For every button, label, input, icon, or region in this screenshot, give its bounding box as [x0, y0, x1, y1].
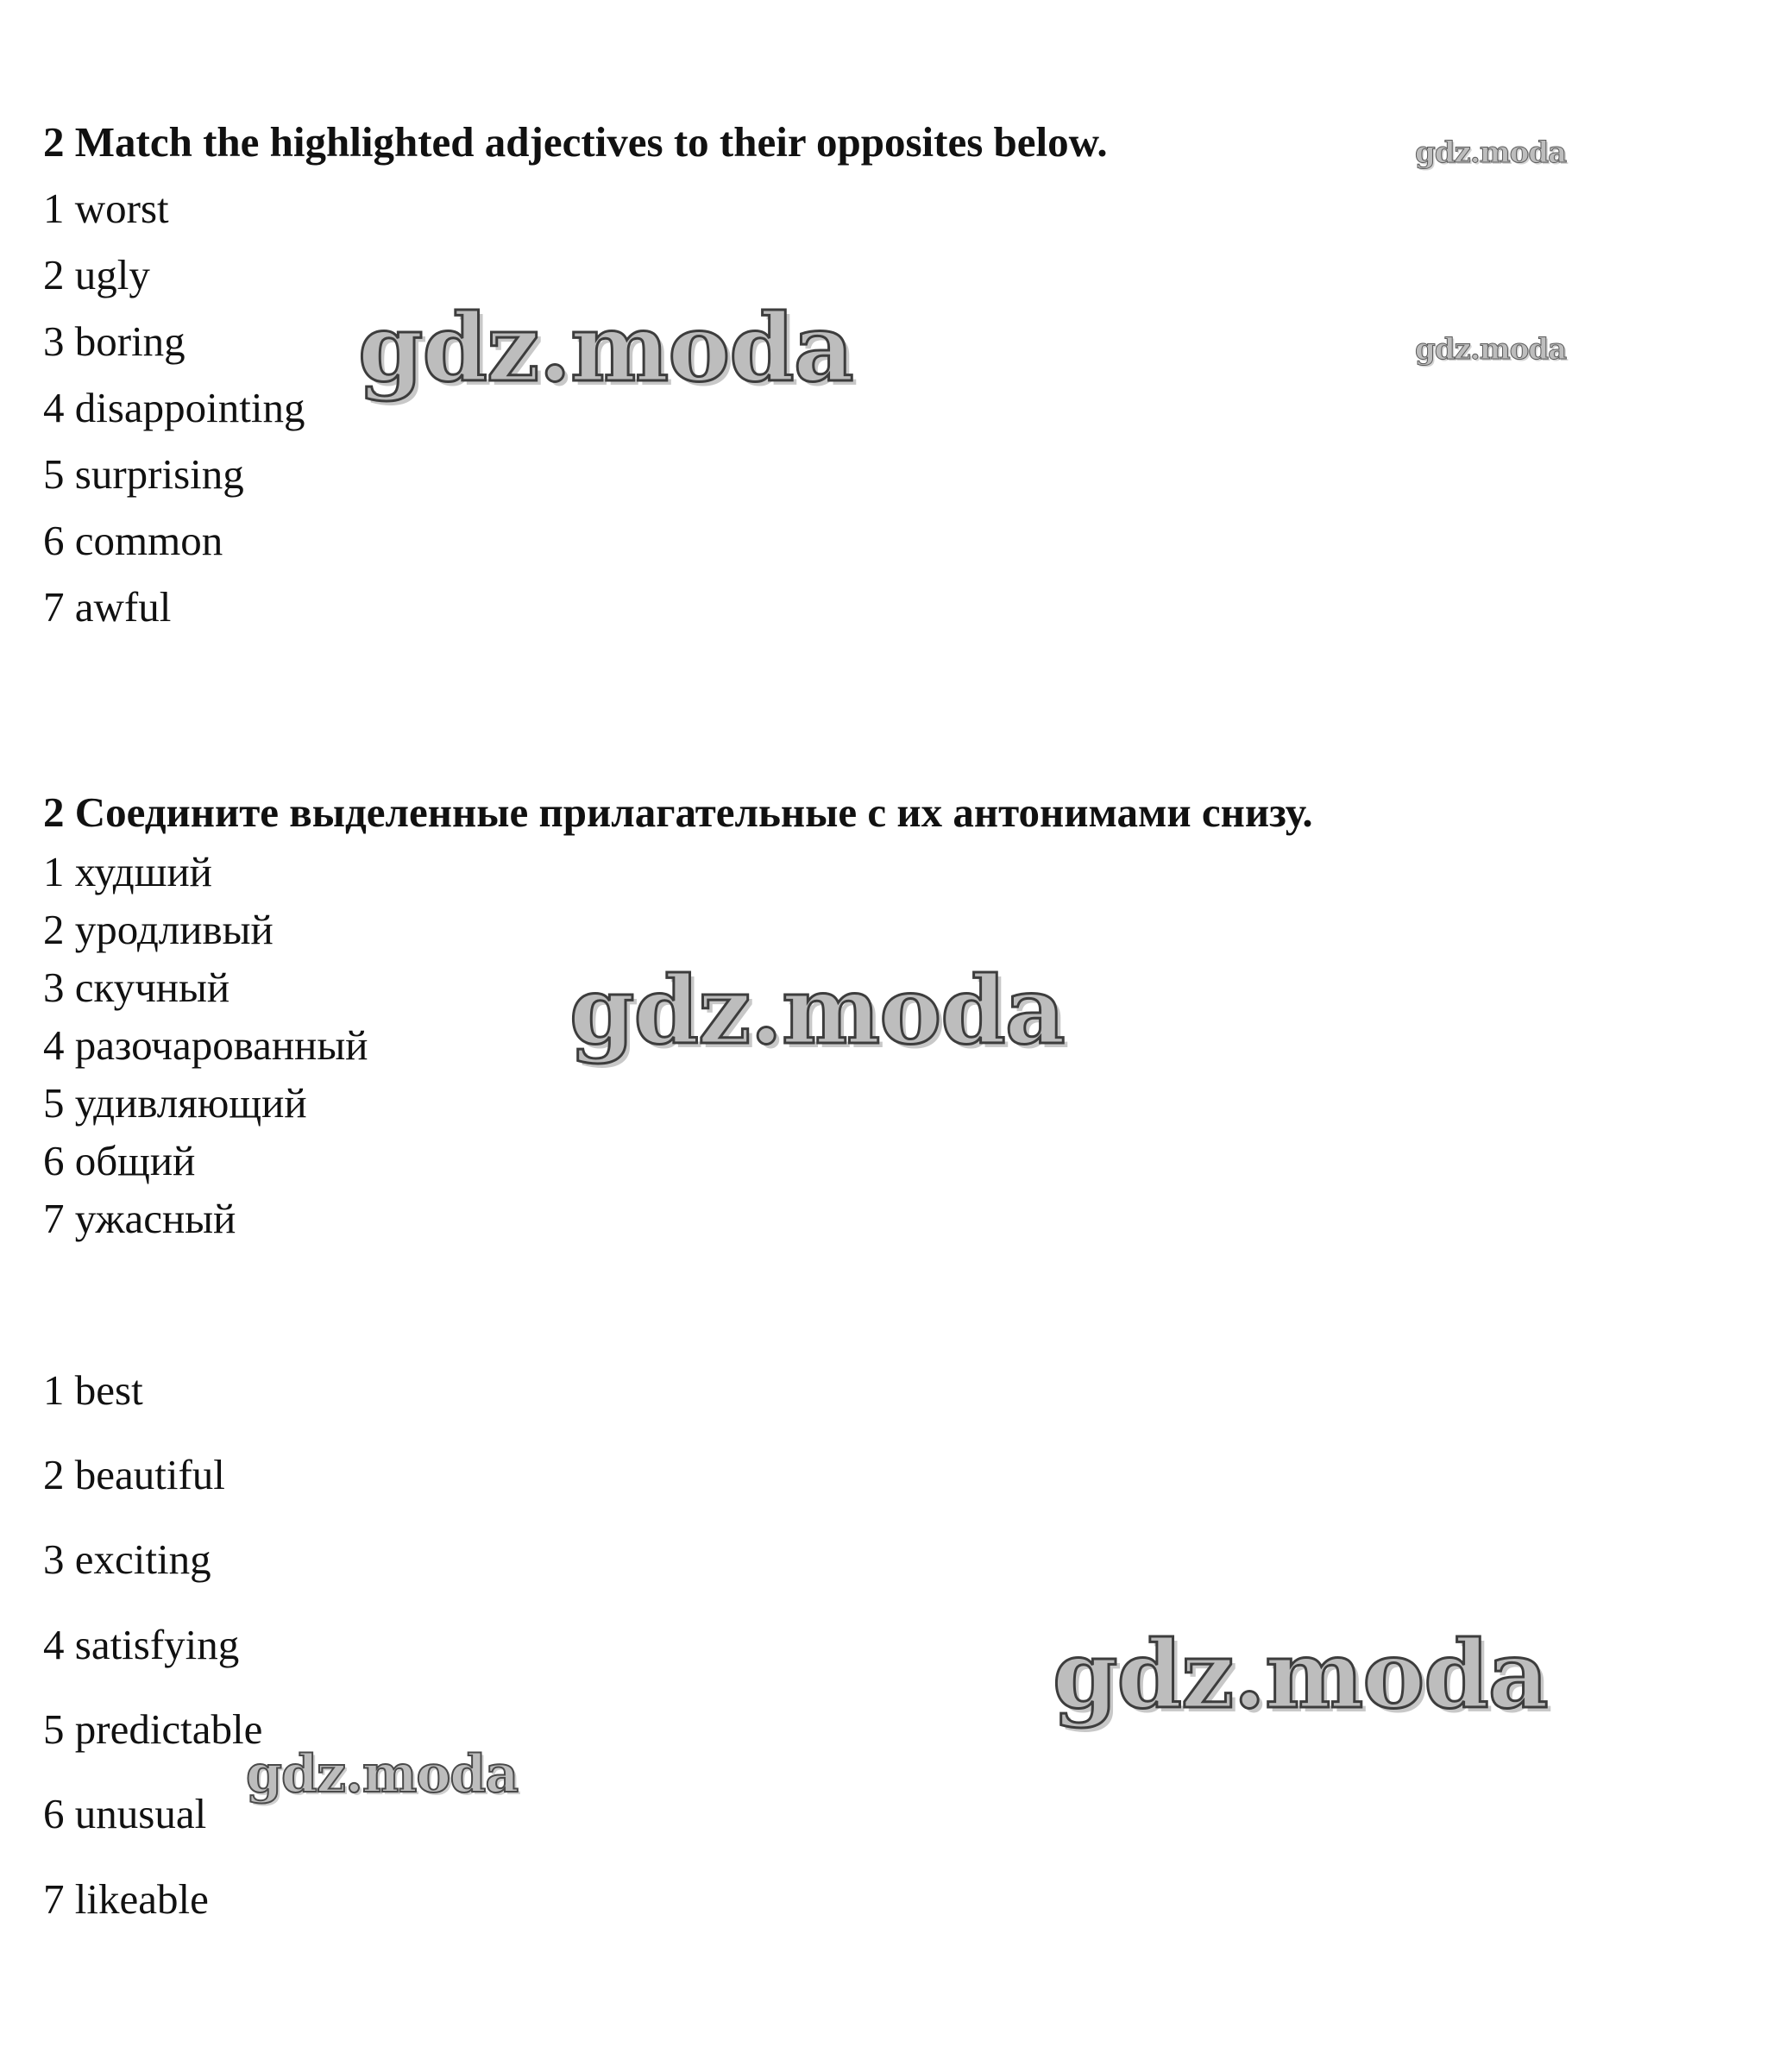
watermark: gdz.moda	[1415, 332, 1567, 367]
list-item: 5 predictable	[43, 1705, 263, 1753]
list-item: 6 common	[43, 517, 223, 564]
task-en-heading: 2 Match the highlighted adjectives to their opposites below.	[43, 118, 1108, 166]
list-item: 3 exciting	[43, 1535, 211, 1583]
watermark: gdz.moda	[358, 294, 853, 403]
list-item: 1 worst	[43, 185, 169, 232]
list-item: 1 худший	[43, 848, 212, 895]
watermark: gdz.moda	[1415, 135, 1567, 170]
list-item: 2 ugly	[43, 251, 150, 298]
list-item: 5 удивляющий	[43, 1079, 307, 1127]
list-item: 5 surprising	[43, 450, 244, 498]
list-item: 2 уродливый	[43, 906, 274, 953]
list-item: 3 boring	[43, 317, 185, 365]
list-item: 7 awful	[43, 583, 172, 631]
watermark: gdz.moda	[246, 1744, 519, 1805]
list-item: 7 likeable	[43, 1875, 209, 1923]
watermark: gdz.moda	[1053, 1621, 1548, 1730]
list-item: 4 disappointing	[43, 384, 305, 431]
list-item: 4 разочарованный	[43, 1021, 368, 1069]
list-item: 3 скучный	[43, 964, 230, 1011]
list-item: 7 ужасный	[43, 1195, 236, 1242]
list-item: 4 satisfying	[43, 1621, 240, 1668]
list-item: 6 unusual	[43, 1790, 207, 1837]
task-ru-heading: 2 Соедините выделенные прилагательные с их антонимами снизу.	[43, 788, 1313, 836]
watermark: gdz.moda	[569, 957, 1065, 1065]
list-item: 6 общий	[43, 1137, 196, 1184]
list-item: 1 best	[43, 1366, 143, 1414]
list-item: 2 beautiful	[43, 1451, 225, 1498]
